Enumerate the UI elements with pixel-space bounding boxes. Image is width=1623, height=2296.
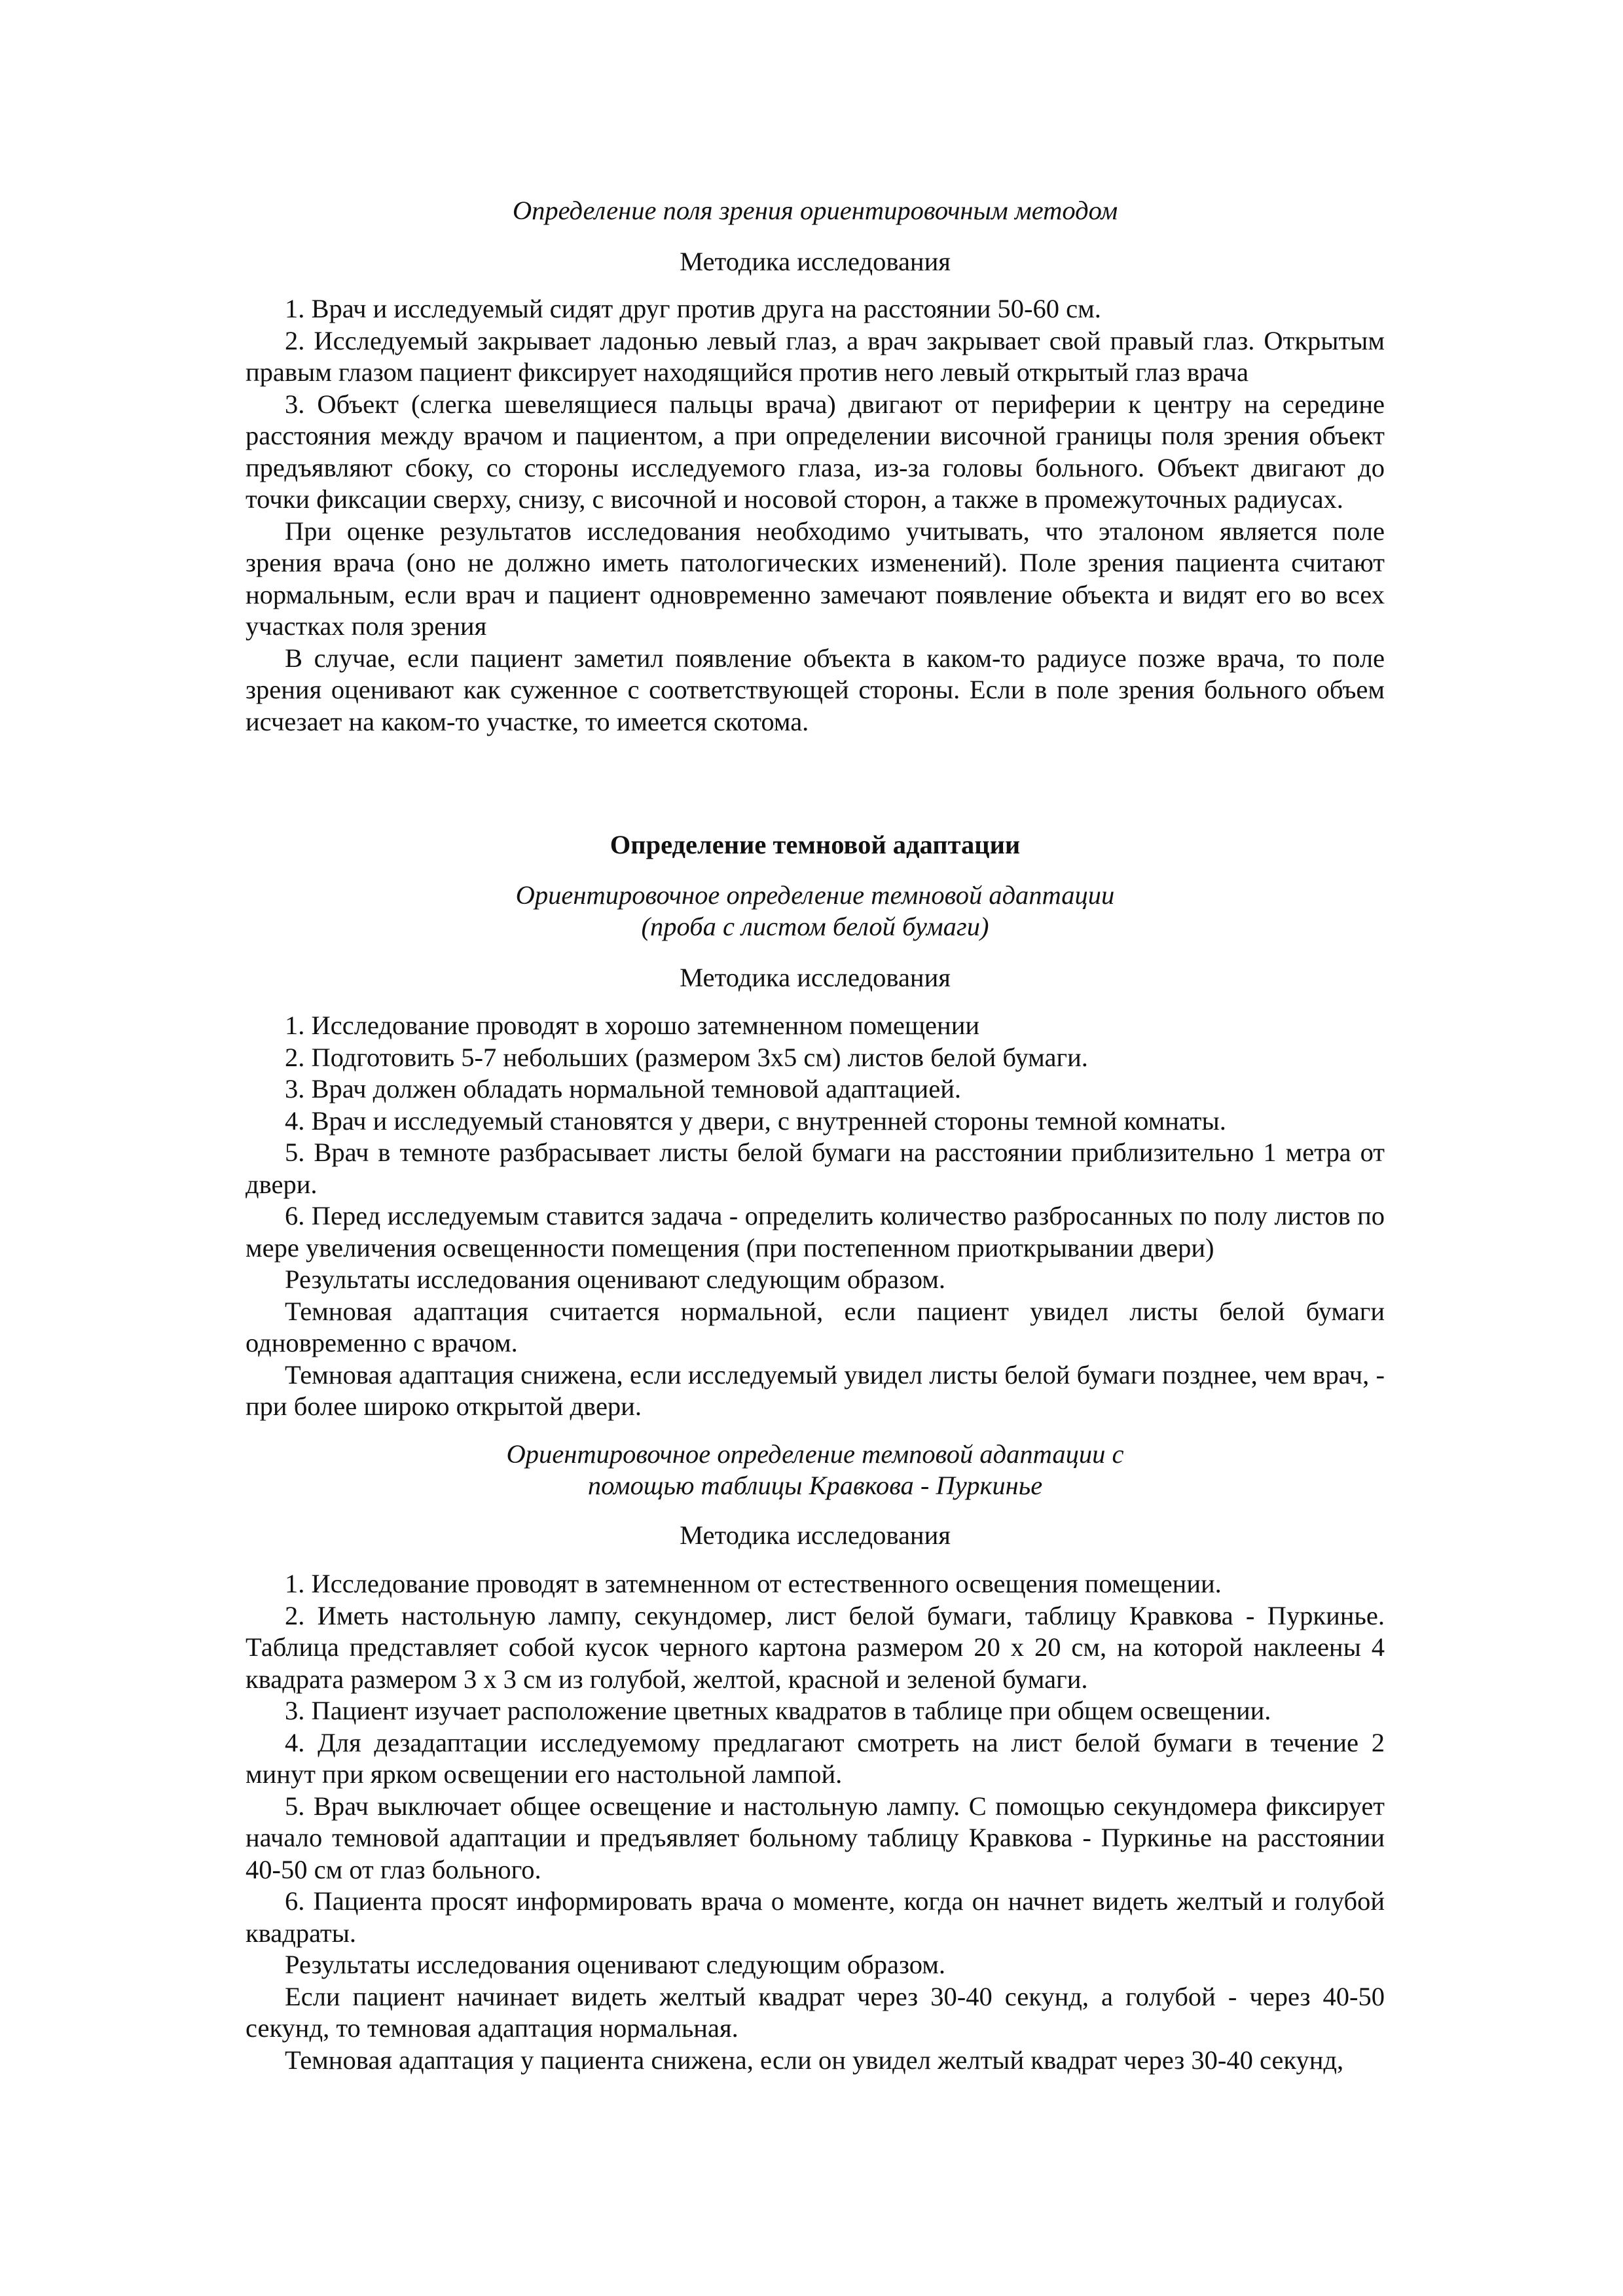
section3-paragraph-7: Результаты исследования оценивают следующим образом. (285, 1950, 945, 1979)
section2-paragraph-5: 5. Врач в темноте разбрасывает листы белой бумаги на расстоянии приблизительно 1 метра от двери. (246, 1138, 1385, 1199)
section2-subtitle-line1: Ориентировочное определение темновой адаптации (515, 880, 1115, 910)
section3-paragraph-5: 5. Врач выключает общее освещение и настольную лампу. С помощью секундомера фиксирует начало темновой адаптации и предъявляет больному таблицу Кравкова - Пуркинье на расстоянии 40-50 см от глаз больного. (246, 1791, 1385, 1884)
section2-paragraph-1: 1. Исследование проводят в хорошо затемненном помещении (285, 1011, 980, 1040)
section3-paragraph-2: 2. Иметь настольную лампу, секундомер, лист белой бумаги, таблицу Кравкова - Пуркинье. Таблица представляет собой кусок черного картона размером 20 х 20 см, на которой наклеены 4 квадрата размером 3 х 3 см из голубой, желтой, красной и зеленой бумаги. (246, 1600, 1385, 1694)
section1-title: Определение поля зрения ориентировочным методом (512, 196, 1118, 225)
section1-paragraph-4: При оценке результатов исследования необходимо учитывать, что эталоном является поле зрения врача (оно не должно иметь патологических изменений). Поле зрения пациента считают нормальным, если врач и пациент одновременно замечают появление объекта и видят его во всех участках поля зрения (246, 516, 1385, 641)
section1-paragraph-1: 1. Врач и исследуемый сидят друг против друга на расстоянии 50-60 см. (285, 294, 1101, 323)
section2-paragraph-7: Результаты исследования оценивают следующим образом. (285, 1265, 945, 1294)
section2-paragraph-4: 4. Врач и исследуемый становятся у двери, с внутренней стороны темной комнаты. (285, 1105, 1226, 1136)
section3-subtitle-line2: помощью таблицы Кравкова - Пуркинье (587, 1471, 1043, 1500)
section2-method-heading: Методика исследования (680, 963, 951, 992)
section1-method-heading: Методика исследования (680, 247, 951, 276)
section3-paragraph-6: 6. Пациента просят информировать врача о моменте, когда он начнет видеть желтый и голубой квадраты. (246, 1886, 1385, 1948)
section3-paragraph-3: 3. Пациент изучает расположение цветных квадратов в таблице при общем освещении. (285, 1696, 1271, 1725)
section3-subtitle-line1: Ориентировочное определение темповой адаптации с (506, 1439, 1124, 1469)
section2-paragraph-3: 3. Врач должен обладать нормальной темновой адаптацией. (285, 1074, 961, 1103)
section2-body (246, 1010, 1385, 1423)
section3-paragraph-9: Темновая адаптация у пациента снижена, если он увидел желтый квадрат через 30-40 секунд, (285, 2045, 1344, 2075)
section3-paragraph-1: 1. Исследование проводят в затемненном от естественного освещения помещении. (285, 1569, 1222, 1598)
section2-paragraph-9: Темновая адаптация снижена, если исследуемый увидел листы белой бумаги позднее, чем врач, - при более широко открытой двери. (246, 1359, 1385, 1421)
section3-paragraph-4: 4. Для дезадаптации исследуемому предлагают смотреть на лист белой бумаги в течение 2 минут при ярком освещении его настольной лампой. (246, 1727, 1385, 1789)
section3-method-heading: Методика исследования (680, 1520, 951, 1550)
section2-paragraph-2: 2. Подготовить 5-7 небольших (размером 3х5 см) листов белой бумаги. (285, 1042, 1088, 1072)
section3-body (246, 1568, 1385, 2076)
section1-paragraph-5: В случае, если пациент заметил появление объекта в каком-то радиусе позже врача, то поле зрения оценивают как суженное с соответствующей стороны. Если в поле зрения больного объем исчезает на каком-то участке, то имеется скотома. (246, 643, 1385, 736)
section2-paragraph-6: 6. Перед исследуемым ставится задача - определить количество разбросанных по полу листов по мере увеличения освещенности помещения (при постепенном приоткрывании двери) (246, 1201, 1385, 1263)
section1-body (246, 293, 1385, 738)
section1-paragraph-2: 2. Исследуемый закрывает ладонью левый глаз, а врач закрывает свой правый глаз. Открытым правым глазом пациент фиксирует находящийся против него левый открытый глаз врача (246, 325, 1385, 387)
section1-paragraph-3: 3. Объект (слегка шевелящиеся пальцы врача) двигают от периферии к центру на середине расстояния между врачом и пациентом, а при определении височной границы поля зрения объект предъявляют сбоку, со стороны исследуемого глаза, из-за головы больного. Объект двигают до точки фиксации сверху, снизу, с височной и носовой сторон, а также в промежуточных радиусах. (246, 389, 1385, 514)
section2-paragraph-8: Темновая адаптация считается нормальной, если пациент увидел листы белой бумаги одновременно с врачом. (246, 1296, 1385, 1357)
section3-paragraph-8: Если пациент начинает видеть желтый квадрат через 30-40 секунд, а голубой - через 40-50 секунд, то темновая адаптация нормальная. (246, 1981, 1385, 2043)
section2-subtitle-line2: (проба с листом белой бумаги) (641, 912, 989, 941)
section2-title: Определение темновой адаптации (610, 830, 1021, 859)
